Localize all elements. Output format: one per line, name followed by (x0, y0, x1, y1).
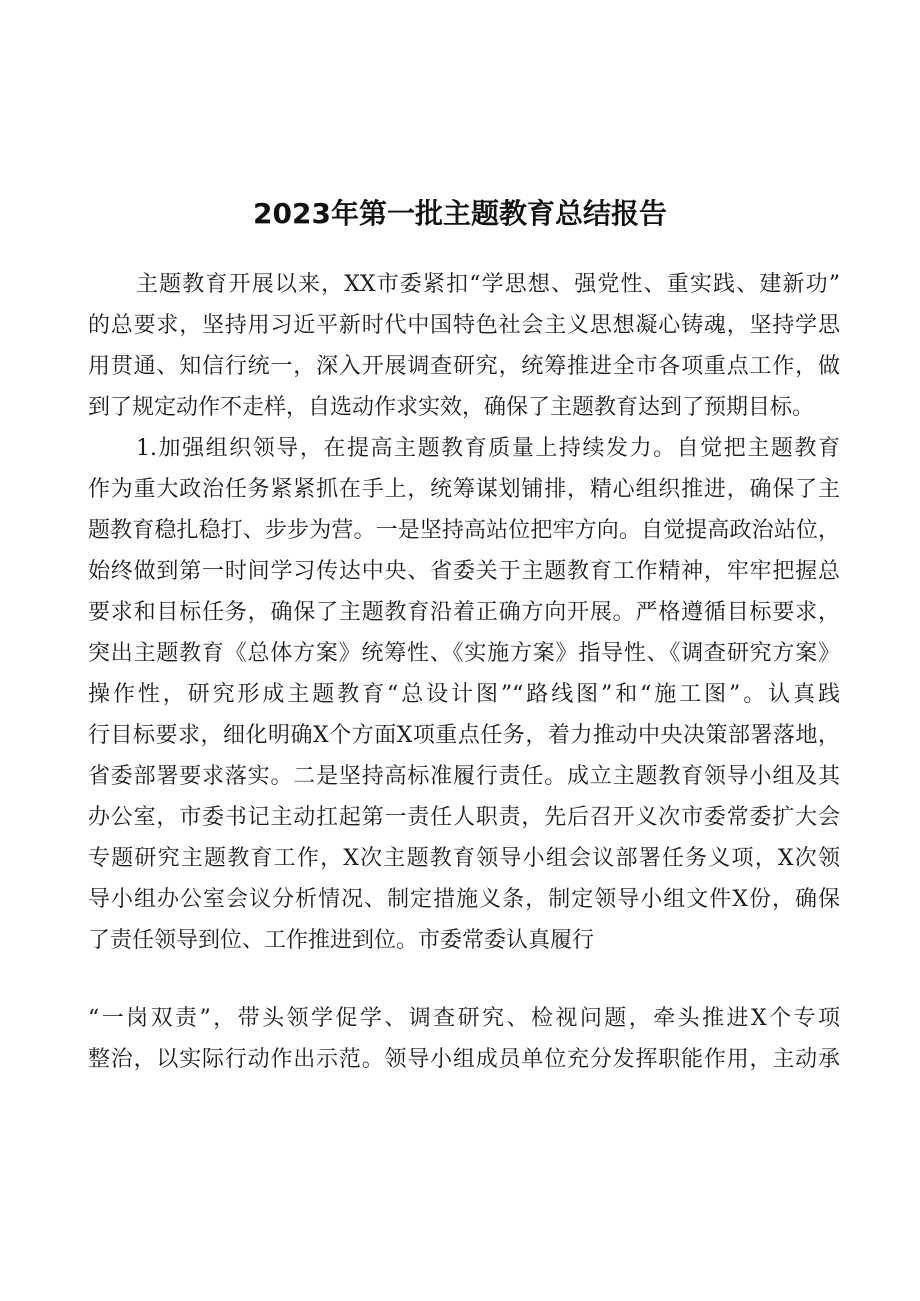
paragraph-line: 的总要求，坚持用习近平新时代中国特色社会主义思想凝心铸魂，坚持学思 (88, 313, 840, 338)
paragraph-line: 省委部署要求落实。二是坚持高标准履行责任。成立主题教育领导小组及其 (88, 764, 840, 789)
paragraph-line: 办公室，市委书记主动扛起第一责任人职责，先后召开义次市委常委扩大会 (88, 805, 840, 830)
paragraph-line: 操作性，研究形成主题教育“总设计图”“路线图”和“施工图”。认真践 (88, 682, 840, 707)
paragraph-line: 了责任领导到位、工作推进到位。市委常委认真履行 (88, 928, 595, 953)
body-text-block-2 (88, 998, 840, 1080)
paragraph-line: 整治，以实际行动作出示范。领导小组成员单位充分发挥职能作用，主动承 (88, 1047, 840, 1072)
paragraph-line: 作为重大政治任务紧紧抓在手上，统筹谋划铺排，精心组织推进，确保了主 (88, 477, 840, 502)
paragraph-line: 主题教育开展以来，XX市委紧扣“学思想、强党性、重实践、建新功” (136, 272, 840, 297)
paragraph-line: 到了规定动作不走样，自选动作求实效，确保了主题教育达到了预期目标。 (88, 395, 815, 420)
paragraph-line: 专题研究主题教育工作，X次主题教育领导小组会议部署任务义项，X次领 (88, 846, 840, 871)
paragraph-line: 用贯通、知信行统一，深入开展调查研究，统筹推进全市各项重点工作，做 (88, 354, 840, 379)
paragraph-line: 要求和目标任务，确保了主题教育沿着正确方向开展。严格遵循目标要求， (88, 600, 840, 625)
paragraph-line: 突出主题教育《总体方案》统筹性、《实施方案》指导性、《调查研究方案》 (88, 641, 840, 666)
paragraph-line: 行目标要求，细化明确X个方面X项重点任务，着力推动中央决策部署落地， (88, 723, 840, 748)
paragraph-line: 题教育稳扎稳打、步步为营。一是坚持高站位把牢方向。自觉提高政治站位， (88, 518, 840, 543)
paragraph-line: 1.加强组织领导，在提高主题教育质量上持续发力。自觉把主题教育 (136, 436, 840, 461)
body-text-block-1 (88, 264, 840, 961)
document-title: 2023年第一批主题教育总结报告 (253, 197, 667, 230)
paragraph-line: “一岗双责”，带头领学促学、调查研究、检视问题，牵头推进X个专项 (88, 1006, 840, 1031)
paragraph-line: 始终做到第一时间学习传达中央、省委关于主题教育工作精神，牢牢把握总 (88, 559, 840, 584)
paragraph-line: 导小组办公室会议分析情况、制定措施义条，制定领导小组文件X份，确保 (88, 887, 840, 912)
